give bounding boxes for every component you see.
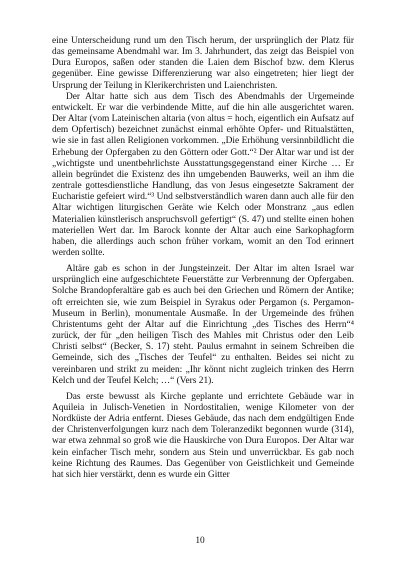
paragraph-2: Der Altar hatte sich aus dem Tisch des Abendmahls der Urgemeinde entwickelt. Er war die verbindende Mitte, auf die hin alle ausgerichtet waren. Der Altar (vom Lateinischen altaria (von altus = hoch, eigentlich ein Aufsatz auf dem Opfertisch) bezeichnet zunächst einmal erhöhte Opfer- und Ritualstätten, wie sie in fast allen Religionen vorkommen. „Die Erhöhung versinnbildlicht die Erhebung der Opfergaben zu den Göttern oder Gott.“² Der Altar war und ist der „wichtigste und unentbehrlichste Ausstattungsgegenstand einer Kirche … Er allein begründet die Existenz des ihn umgebenden Bauwerks, weil an ihm die zentrale gottesdienstliche Handlung, das von Jesus eingesetzte Sakrament der Eucharistie gefeiert wird.“³ Und selbstverständlich waren dann auch alle für den Altar wichtigen liturgischen Geräte wie Kelch oder Monstranz „aus edlen Materialien künstlerisch anspruchsvoll gefertigt“ (S. 47) und stellte einen hohen materiellen Wert dar. Im Barock konnte der Altar auch eine Sarkophagform haben, die allerdings auch schon früher vorkam, womit an den Tod erinnert werden sollte.: [52, 91, 354, 258]
paragraph-4: Das erste bewusst als Kirche geplante und errichtete Gebäude war in Aquileia in Julisch-Venetien in Nordostitalien, wenige Kilometer von der Nordküste der Adria entfernt. Dieses Gebäude, das nach dem endgültigen Ende der Christenverfolgungen kurz nach dem Toleranzedikt begonnen wurde (314), war etwa zehnmal so groß wie die Hauskirche von Dura Europos. Der Altar war kein einfacher Tisch mehr, sondern aus Stein und unverrückbar. Es gab noch keine Richtung des Raumes. Das Gegenüber von Geistlichkeit und Gemeinde hat sich hier verstärkt, denn es wurde ein Gitter: [52, 391, 354, 480]
body-text: [52, 36, 354, 481]
paragraph-1: eine Unterscheidung rund um den Tisch herum, der ursprünglich der Platz für das gemeinsame Abendmahl war. Im 3. Jahrhundert, das zeigt das Beispiel von Dura Europos, saßen oder standen die Laien dem Bischof bzw. dem Klerus gegenüber. Eine gewisse Differenzierung war also eingetreten; hier liegt der Ursprung der Teilung in Klerikerchristen und Laienchristen.: [52, 36, 354, 91]
paragraph-3: Altäre gab es schon in der Jungsteinzeit. Der Altar im alten Israel war ursprünglich eine aufgeschichtete Feuerstätte zur Verbrennung der Opfergaben. Solche Brandopferaltäre gab es auch bei den Griechen und Römern der Antike; oft erreichten sie, wie zum Beispiel in Syrakus oder Pergamon (s. Pergamon-Museum in Berlin), monumentale Ausmaße. In der Urgemeinde des frühen Christentums geht der Altar auf die Einrichtung „des Tisches des Herrn“⁴ zurück, der für „den heiligen Tisch des Mahles mit Christus oder den Leib Christi selbst“ (Becker, S. 17) steht. Paulus ermahnt in seinem Schreiben die Gemeinde, sich des „Tisches der Teufel“ zu enthalten. Beides sei nicht zu vereinbaren und strikt zu meiden: „Ihr könnt nicht zugleich trinken des Herrn Kelch und der Teufel Kelch; …“ (Vers 21).: [52, 264, 354, 386]
page-number: 10: [195, 536, 205, 546]
